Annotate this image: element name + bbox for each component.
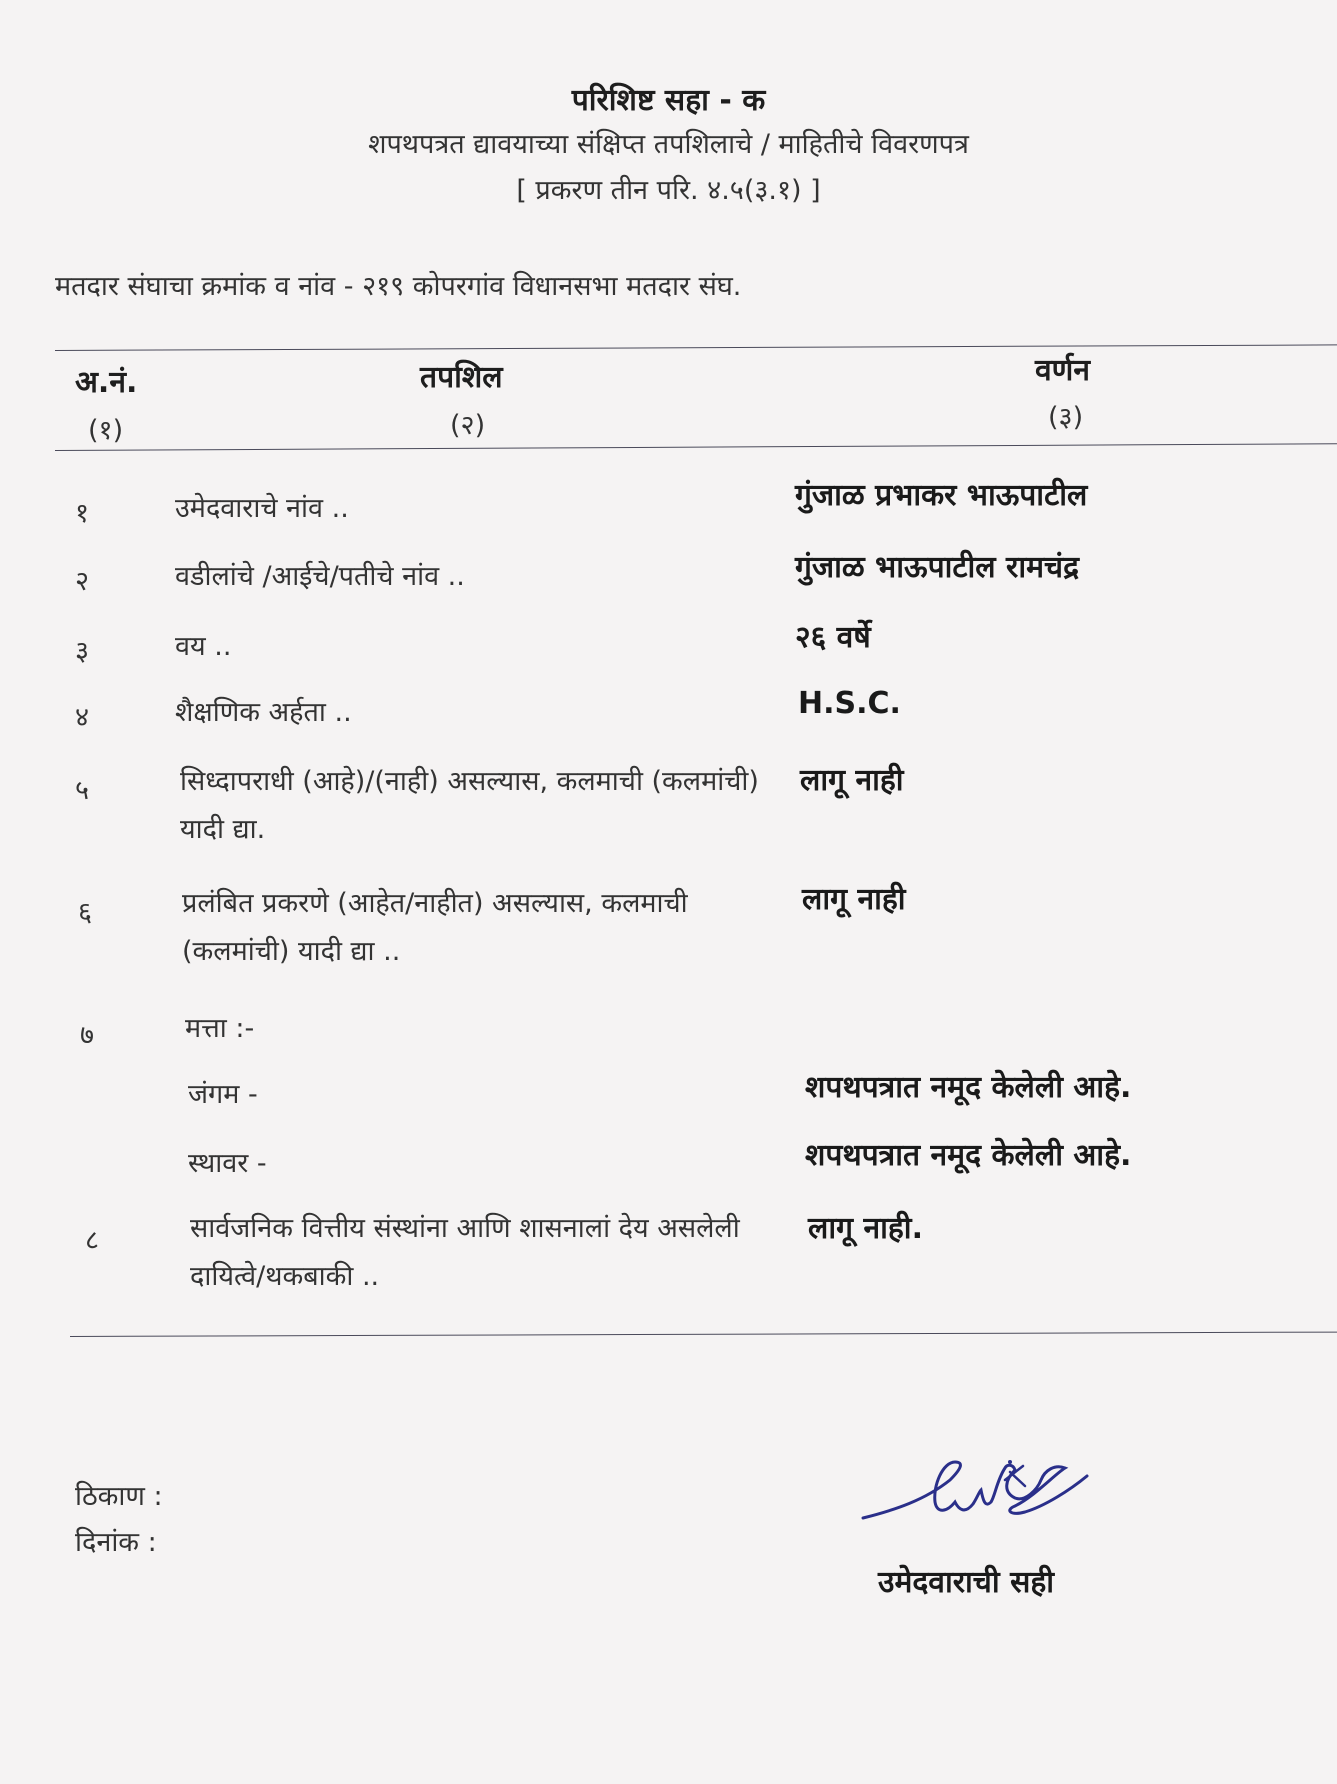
document-title: परिशिष्ट सहा - क [571,83,766,118]
row-number: २ [75,566,90,597]
column-number-detail: (२) [450,410,486,441]
row-value: २६ वर्षे [795,620,871,655]
row-detail: वडीलांचे /आईचे/पतीचे नांव .. [175,561,465,592]
place-label: ठिकाण : [75,1481,163,1512]
row-value: गुंजाळ प्रभाकर भाऊपाटील [795,478,1088,513]
candidate-signature [855,1440,1105,1560]
row-detail: मत्ता :- [185,1013,255,1044]
row-number: ७ [80,1020,95,1051]
row-detail: शैक्षणिक अर्हता .. [175,697,352,728]
row-number: ८ [85,1225,100,1256]
table-header-rule [55,443,1337,451]
row-detail: सार्वजनिक वित्तीय संस्थांना आणि शासनालां देय असलेली दायित्वे/थकबाकी .. [190,1213,740,1292]
column-number-description: (३) [1048,402,1084,433]
column-number-serial: (१) [88,415,124,446]
row-value: H.S.C. [798,686,901,721]
column-header-detail: तपशिल [420,360,503,395]
document-subtitle: शपथपत्रत द्यावयाच्या संक्षिप्त तपशिलाचे / माहितीचे विवरणपत्र [368,129,969,160]
row-detail: प्रलंबित प्रकरणे (आहेत/नाहीत) असल्यास, कलमाची (कलमांची) यादी द्या .. [182,888,688,967]
row-detail: उमेदवाराचे नांव .. [175,493,349,524]
column-header-serial: अ.नं. [75,365,138,400]
table-bottom-rule [70,1332,1337,1337]
signature-label: उमेदवाराची सही [878,1565,1055,1600]
document-reference: [ प्रकरण तीन परि. ४.५(३.१) ] [516,175,821,206]
row-number: ३ [75,636,90,667]
row-value: लागू नाही. [808,1211,923,1246]
row-number: ६ [78,897,93,928]
row-value: लागू नाही [800,763,904,798]
row-detail: जंगम - [188,1079,258,1110]
row-value: शपथपत्रात नमूद केलेली आहे. [805,1070,1132,1105]
row-detail: वय .. [175,631,232,662]
row-number: १ [75,498,90,529]
row-detail: सिध्दापराधी (आहे)/(नाही) असल्यास, कलमाची (कलमांची) यादी द्या. [180,766,759,845]
row-value: लागू नाही [802,882,906,917]
row-value: गुंजाळ भाऊपाटील रामचंद्र [795,550,1080,585]
table-top-rule [55,344,1337,351]
date-label: दिनांक : [75,1527,157,1558]
row-value: शपथपत्रात नमूद केलेली आहे. [805,1138,1132,1173]
row-number: ५ [75,775,90,806]
column-header-description: वर्णन [1035,353,1091,388]
row-detail: स्थावर - [188,1148,267,1179]
constituency-line: मतदार संघाचा क्रमांक व नांव - २१९ कोपरगांव विधानसभा मतदार संघ. [55,271,742,302]
row-number: ४ [75,702,90,733]
